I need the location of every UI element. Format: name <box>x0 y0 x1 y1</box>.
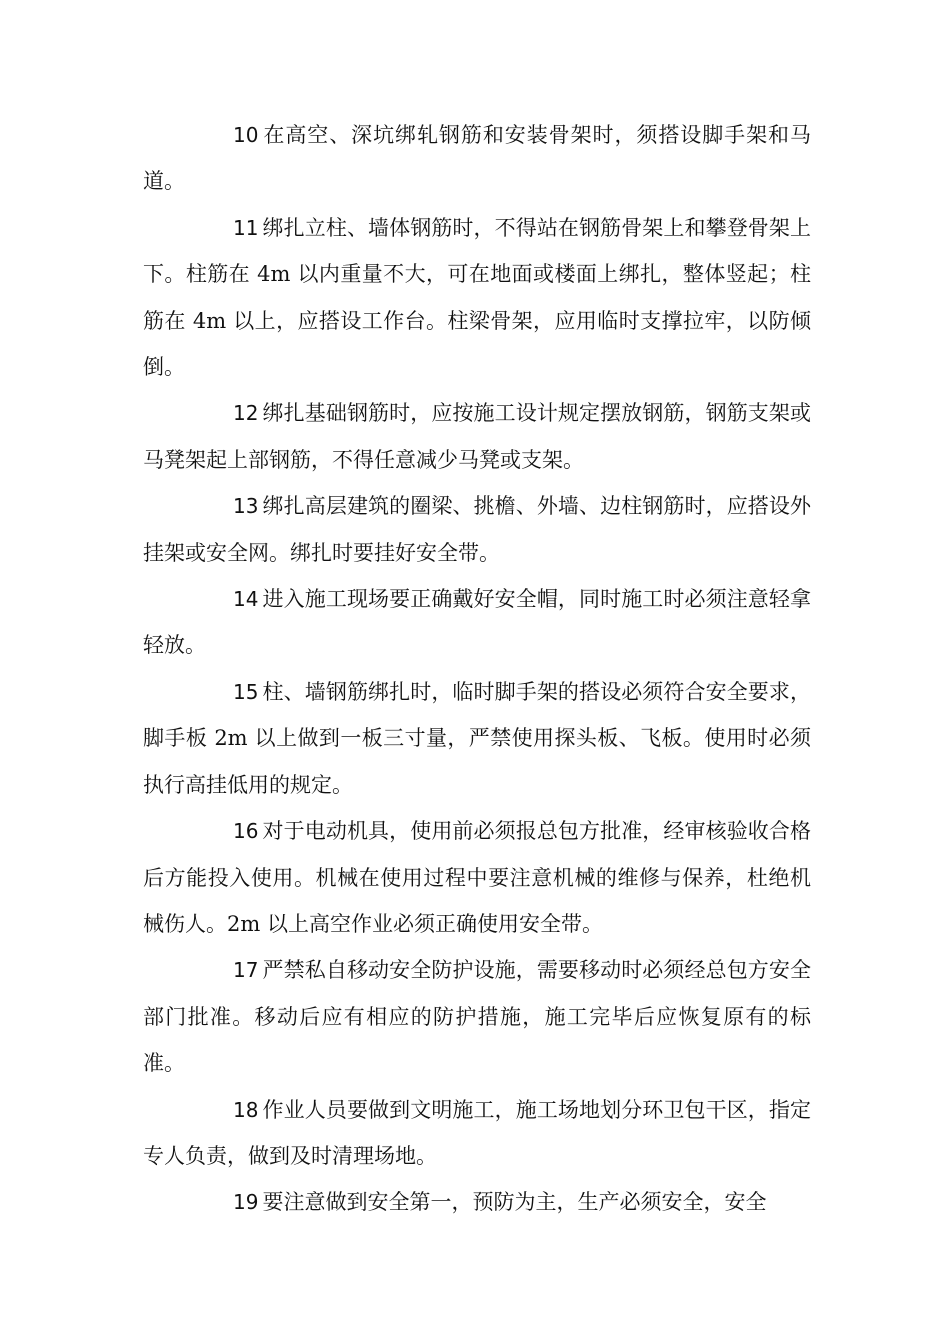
document-body <box>143 112 811 1226</box>
paragraph-18 <box>143 1087 811 1180</box>
item-number: 12 <box>233 401 259 426</box>
item-number: 18 <box>233 1097 259 1122</box>
item-number: 19 <box>233 1190 259 1215</box>
paragraph-text: 对于电动机具，使用前必须报总包方批准，经审核验收合格后方能投入使用。机械在使用过程中要注意机械的维修与保养，杜绝机械伤人。2m 以上高空作业必须正确使用安全带。 <box>143 819 811 936</box>
paragraph-13 <box>143 483 811 576</box>
item-number: 13 <box>233 494 259 519</box>
item-number: 17 <box>233 958 259 983</box>
paragraph-text: 绑扎立柱、墙体钢筋时，不得站在钢筋骨架上和攀登骨架上下。柱筋在 4m 以内重量不大，可在地面或楼面上绑扎，整体竖起；柱筋在 4m 以上，应搭设工作台。柱梁骨架，应用临时支撑拉牢，以防倾倒。 <box>143 215 811 380</box>
paragraph-text: 柱、墙钢筋绑扎时，临时脚手架的搭设必须符合安全要求，脚手板 2m 以上做到一板三寸量，严禁使用探头板、飞板。使用时必须执行高挂低用的规定。 <box>143 679 811 797</box>
paragraph-16 <box>143 808 811 947</box>
paragraph-10 <box>143 112 811 205</box>
paragraph-19 <box>143 1179 811 1225</box>
paragraph-12 <box>143 390 811 483</box>
paragraph-text: 绑扎基础钢筋时，应按施工设计规定摆放钢筋，钢筋支架或马凳架起上部钢筋，不得任意减少马凳或支架。 <box>143 401 811 472</box>
paragraph-text: 在高空、深坑绑轧钢筋和安装骨架时，须搭设脚手架和马道。 <box>143 123 811 194</box>
paragraph-text: 要注意做到安全第一，预防为主，生产必须安全，安全 <box>262 1190 767 1215</box>
paragraph-15 <box>143 669 811 808</box>
paragraph-text: 严禁私自移动安全防护设施，需要移动时必须经总包方安全部门批准。移动后应有相应的防护措施，施工完毕后应恢复原有的标准。 <box>143 958 811 1076</box>
paragraph-11 <box>143 205 811 391</box>
item-number: 14 <box>233 587 259 612</box>
paragraph-text: 绑扎高层建筑的圈梁、挑檐、外墙、边柱钢筋时，应搭设外挂架或安全网。绑扎时要挂好安全带。 <box>143 494 811 565</box>
paragraph-text: 进入施工现场要正确戴好安全帽，同时施工时必须注意轻拿轻放。 <box>143 587 811 658</box>
paragraph-14 <box>143 576 811 669</box>
paragraph-17 <box>143 947 811 1086</box>
paragraph-text: 作业人员要做到文明施工，施工场地划分环卫包干区，指定专人负责，做到及时清理场地。 <box>143 1097 811 1168</box>
item-number: 16 <box>233 819 259 844</box>
item-number: 10 <box>233 123 259 147</box>
item-number: 11 <box>233 215 259 240</box>
item-number: 15 <box>233 679 259 704</box>
